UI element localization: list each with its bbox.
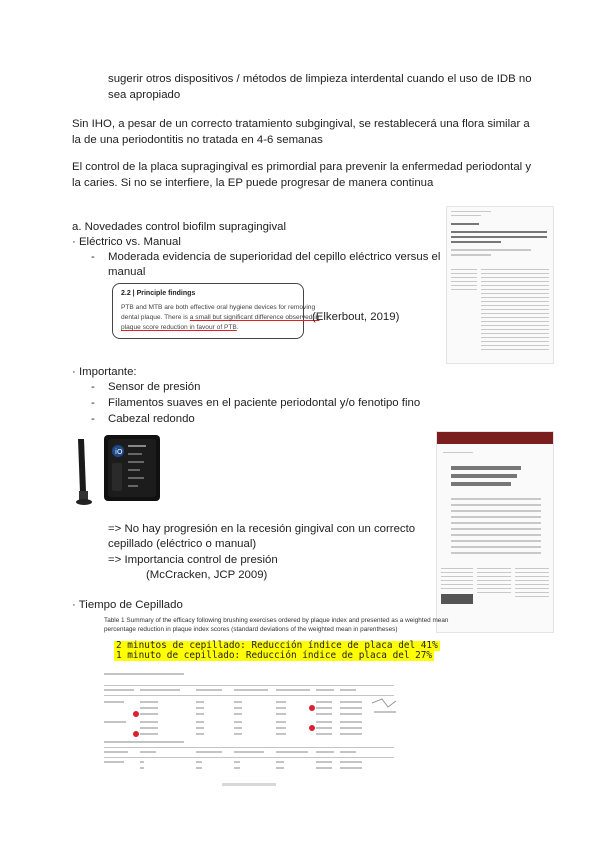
para1-line1: Sin IHO, a pesar de un correcto tratamiento subgingival, se restablecerá una flora similar a: [72, 118, 530, 130]
importante-heading: · Importante:: [72, 366, 137, 378]
importante-item-1: - Sensor de presión: [108, 379, 200, 395]
para2-line1: El control de la placa supragingival es primordial para prevenir la enfermedad periodontal y: [72, 161, 532, 173]
highlight-line1: 2 minutos de cepillado: Reducción índice de placa del 41%: [116, 640, 438, 651]
table-caption-line1: Table 1 Summary of the efficacy following brushing exercises ordered by plaque index and presented as a weighted mean: [104, 617, 449, 624]
paper-thumbnail-mccracken: [436, 431, 554, 633]
box-line2: dental plaque. There is a small but significant difference observed in: [121, 314, 320, 321]
principle-findings-box: [112, 283, 320, 339]
top-bullet-line2: sea apropiado: [108, 89, 181, 101]
recession-line1: => No hay progresión en la recesión gingival con un correcto: [108, 523, 416, 535]
table-source-footnote: [222, 783, 276, 786]
section-a-heading: a. Novedades control biofilm supragingival: [72, 221, 287, 233]
para1-line2: la de una periodontitis no tratada en 4-6 semanas: [72, 134, 323, 146]
section-a-bullet-line1: - Moderada evidencia de superioridad del cepillo eléctrico versus el: [108, 249, 440, 265]
toothbrush-image: [68, 431, 168, 507]
svg-text:iO: iO: [115, 448, 123, 456]
citation-elkerbout: (Elkerbout, 2019): [312, 311, 400, 323]
table-caption-line2: percentage reduction in plaque index scores (standard deviations of the weighted mean in parentheses): [104, 626, 398, 633]
tiempo-heading: · Tiempo de Cepillado: [72, 599, 183, 611]
efficacy-table-image: [104, 667, 404, 771]
recession-line3: => Importancia control de presión: [108, 554, 278, 566]
importante-item-2: - Filamentos suaves en el paciente periodontal y/o fenotipo fino: [108, 395, 420, 411]
para2-line2: la caries. Si no se interfiere, la EP puede progresar de manera continua: [72, 177, 434, 189]
box-line3: plaque score reduction in favour of PTB.: [121, 324, 239, 331]
top-bullet-line1: sugerir otros dispositivos / métodos de limpieza interdental cuando el uso de IDB no: [108, 73, 532, 85]
highlight-line2: 1 minuto de cepillado: Reducción índice de placa del 27%: [116, 650, 433, 661]
box-line1: PTB and MTB are both effective oral hygiene devices for removing: [121, 304, 316, 311]
box-header: 2.2 | Principle findings: [121, 290, 196, 297]
section-a-bullet-line2: manual: [108, 266, 146, 278]
recession-citation: (McCracken, JCP 2009): [146, 569, 268, 581]
section-a-sub: · Eléctrico vs. Manual: [72, 236, 181, 248]
recession-line2: cepillado (eléctrico o manual): [108, 538, 257, 550]
importante-item-3: - Cabezal redondo: [108, 411, 195, 427]
paper-thumbnail-elkerbout: [446, 206, 554, 364]
